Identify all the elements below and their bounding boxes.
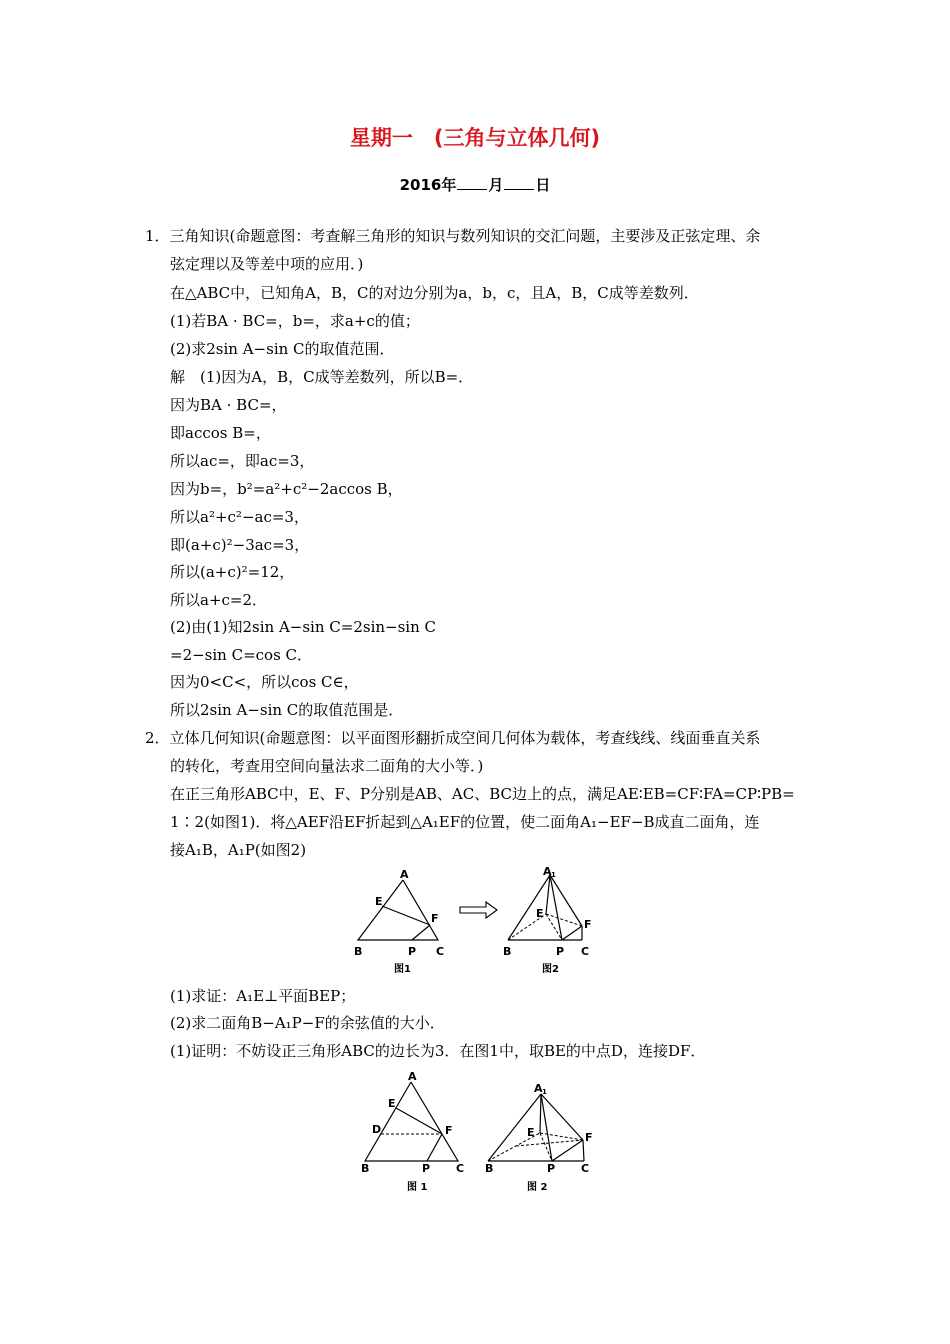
label-B: B [361, 1162, 370, 1175]
text-line: 即accos B=， [170, 424, 271, 442]
figure-fold-top [350, 862, 610, 980]
month-blank [457, 176, 487, 190]
label-A1-sub: 1 [551, 871, 556, 879]
text-line: (2)由(1)知2sin A−sin C=2sin−sin C [170, 618, 437, 636]
label-B: B [503, 945, 512, 958]
label-E: E [375, 895, 383, 908]
text-line: 在正三角形ABC中，E、F、P分别是AB、AC、BC边上的点，满足AE∶EB=CF∶FA=CP∶PB= [170, 785, 795, 803]
label-A1: A [543, 865, 552, 878]
text-line: (1)若BA · BC=，b=，求a+c的值； [170, 312, 420, 330]
label-P: P [556, 945, 565, 958]
label-C: C [581, 945, 590, 958]
text-line: 因为b=，b²=a²+c²−2accos B， [170, 480, 403, 498]
label-E: E [388, 1097, 396, 1110]
text-line: (2)求二面角B−A₁P−F的余弦值的大小． [170, 1014, 445, 1032]
text-line: 因为0<C<，所以cos C∈， [170, 673, 359, 691]
label-A1-sub: 1 [542, 1088, 547, 1096]
label-A: A [408, 1070, 417, 1083]
text-line: (1)证明：不妨设正三角形ABC的边长为3．在图1中，取BE的中点D，连接DF． [170, 1042, 706, 1060]
label-F: F [445, 1124, 453, 1137]
label-E: E [536, 907, 544, 920]
label-B: B [485, 1162, 494, 1175]
label-F: F [431, 912, 439, 925]
label-A1: A [534, 1082, 543, 1095]
date-day: 日 [535, 176, 551, 194]
label-F: F [584, 918, 592, 931]
caption-fig1: 图 1 [407, 1182, 428, 1193]
figure-1-triangle [358, 880, 438, 940]
label-C: C [581, 1162, 590, 1175]
caption-fig1: 图1 [394, 964, 411, 975]
label-E: E [527, 1126, 535, 1139]
text-line: 所以a²+c²−ac=3， [170, 508, 309, 526]
label-P: P [547, 1162, 556, 1175]
figure-fold-bottom [355, 1068, 605, 1196]
caption-fig2: 图 2 [527, 1182, 548, 1193]
text-line: 1．三角知识(命题意图：考查解三角形的知识与数列知识的交汇问题，主要涉及正弦定理、余 [145, 227, 761, 245]
text-line: 解 (1)因为A，B，C成等差数列，所以B=． [170, 368, 474, 386]
text-line: 所以2sin A−sin C的取值范围是． [170, 701, 404, 719]
text-line: 接A₁B，A₁P(如图2) [170, 841, 307, 859]
text-line: 所以(a+c)²=12， [170, 563, 295, 581]
page-title: 星期一 (三角与立体几何) [349, 126, 601, 150]
text-line: (1)求证：A₁E⊥平面BEP； [170, 987, 356, 1005]
text-line: 在△ABC中，已知角A，B，C的对边分别为a，b，c，且A，B，C成等差数列． [170, 284, 699, 302]
label-C: C [436, 945, 445, 958]
date-line [0, 174, 950, 195]
day-blank [504, 176, 534, 190]
text-line: 弦定理以及等差中项的应用．) [170, 255, 364, 273]
text-line: =2−sin C=cos C． [170, 646, 313, 664]
text-line: 所以ac=，即ac=3， [170, 452, 315, 470]
figure-2-solid [508, 875, 582, 940]
caption-fig2: 图2 [542, 964, 559, 975]
text-line: 1∶2(如图1)．将△AEF沿EF折起到△A₁EF的位置，使二面角A₁−EF−B成直二面角，连 [170, 813, 760, 831]
label-F: F [585, 1131, 593, 1144]
label-C: C [456, 1162, 465, 1175]
text-line: 2．立体几何知识(命题意图：以平面图形翻折成空间几何体为载体，考查线线、线面垂直关系 [145, 729, 761, 747]
label-P: P [408, 945, 417, 958]
figure-1-triangle [365, 1082, 458, 1161]
date-year: 2016年 [399, 176, 457, 194]
label-B: B [354, 945, 363, 958]
label-A: A [400, 868, 409, 881]
text-line: 所以a+c=2． [170, 591, 268, 609]
figure-2-solid [488, 1094, 584, 1161]
label-D: D [372, 1123, 382, 1136]
text-line: (2)求2sin A−sin C的取值范围． [170, 340, 395, 358]
label-P: P [422, 1162, 431, 1175]
text-line: 因为BA · BC=， [170, 396, 287, 414]
date-month: 月 [488, 176, 504, 194]
text-line: 的转化，考查用空间向量法求二面角的大小等．) [170, 757, 484, 775]
text-line: 即(a+c)²−3ac=3， [170, 536, 310, 554]
arrow-right-icon [460, 902, 497, 918]
